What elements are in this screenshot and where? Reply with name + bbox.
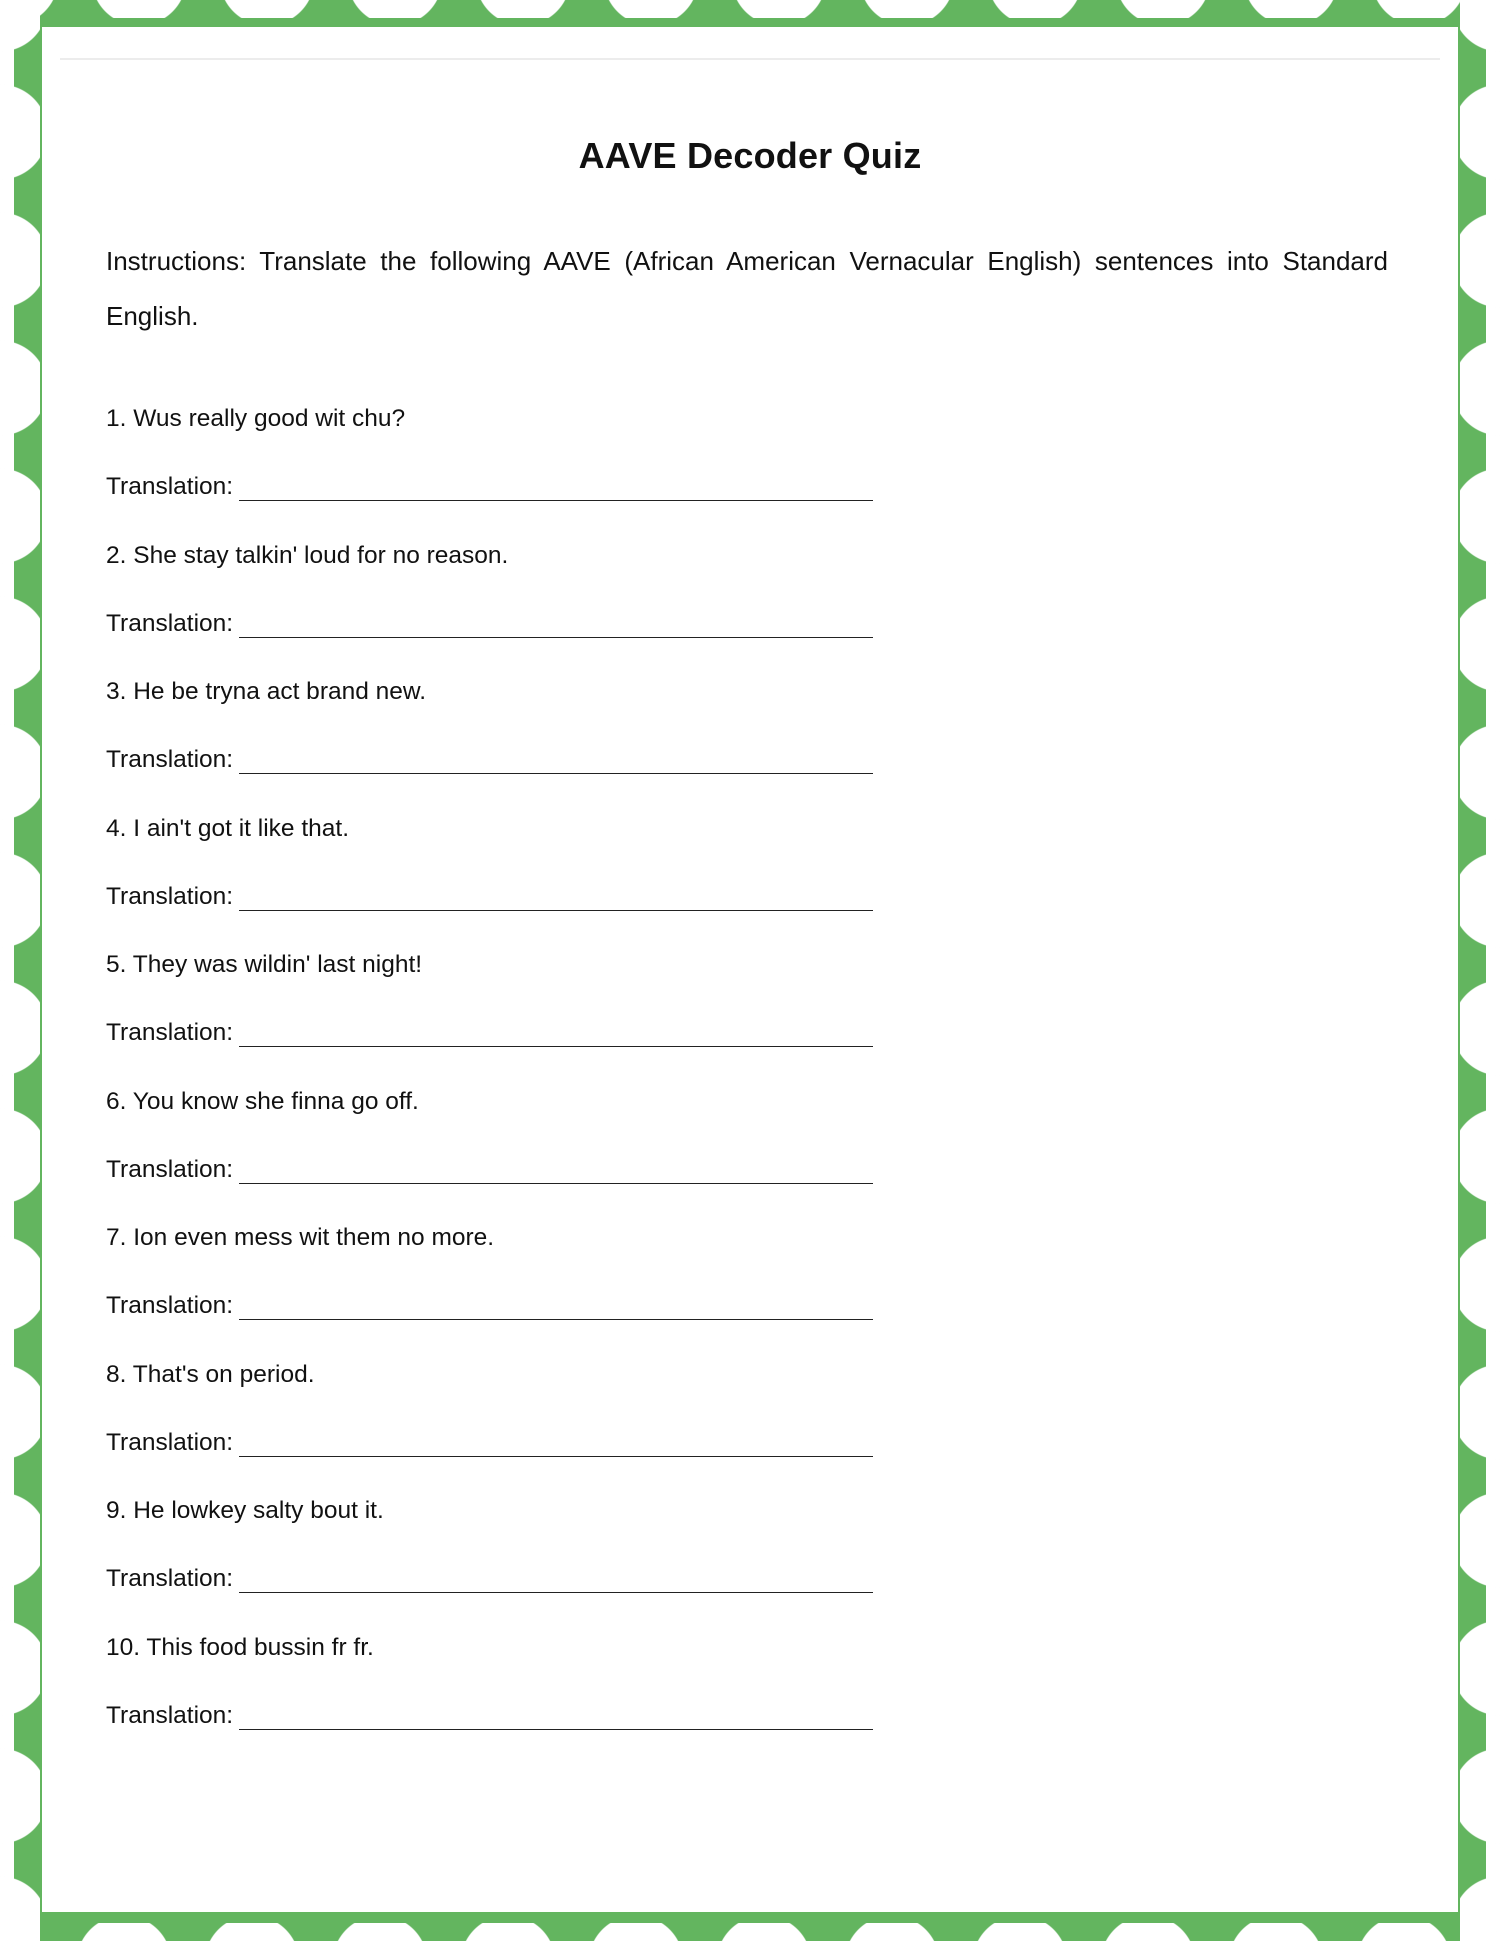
question-text: 2. She stay talkin' loud for no reason. bbox=[106, 541, 509, 569]
translation-row bbox=[106, 1156, 873, 1184]
answer-blank[interactable] bbox=[239, 1707, 873, 1730]
question-item bbox=[106, 1062, 1106, 1199]
question-text: 1. Wus really good wit chu? bbox=[106, 405, 406, 432]
header-divider bbox=[60, 58, 1440, 60]
answer-blank[interactable] bbox=[239, 888, 873, 911]
answer-blank[interactable] bbox=[239, 478, 873, 501]
question-text: 6. You know she finna go off. bbox=[106, 1087, 419, 1115]
question-item bbox=[106, 925, 1106, 1062]
answer-blank[interactable] bbox=[239, 1024, 873, 1047]
instructions-text: Instructions: Translate the following AAVE (African American Vernacular English) sentences into Standard English. bbox=[106, 246, 1388, 331]
translation-row bbox=[106, 473, 873, 501]
question-item bbox=[106, 652, 1106, 789]
question-text: 3. He be tryna act brand new. bbox=[106, 678, 427, 705]
question-item bbox=[106, 1335, 1106, 1472]
border-scallops-top bbox=[0, 0, 1500, 18]
question-item bbox=[106, 1198, 1106, 1335]
worksheet-page bbox=[42, 27, 1458, 1912]
translation-row bbox=[106, 1565, 873, 1593]
question-text: 5. They was wildin' last night! bbox=[106, 951, 423, 978]
translation-label: Translation: bbox=[106, 1292, 234, 1319]
translation-label: Translation: bbox=[106, 1428, 234, 1456]
question-text: 7. Ion even mess wit them no more. bbox=[106, 1224, 495, 1251]
border-scallops-bottom bbox=[0, 1923, 1500, 1941]
question-item bbox=[106, 1471, 1106, 1608]
page-title: AAVE Decoder Quiz bbox=[578, 135, 922, 176]
translation-label: Translation: bbox=[106, 1701, 234, 1729]
translation-label: Translation: bbox=[106, 1565, 234, 1592]
question-list bbox=[106, 379, 1106, 1744]
question-text: 8. That's on period. bbox=[106, 1360, 315, 1388]
answer-blank[interactable] bbox=[239, 751, 873, 774]
translation-label: Translation: bbox=[106, 609, 234, 637]
translation-row bbox=[106, 1292, 873, 1320]
translation-label: Translation: bbox=[106, 473, 234, 500]
question-item bbox=[106, 1608, 1106, 1745]
translation-row bbox=[106, 1702, 873, 1730]
question-item bbox=[106, 516, 1106, 653]
border-scallops-left bbox=[0, 0, 40, 1941]
translation-row bbox=[106, 1019, 873, 1047]
answer-blank[interactable] bbox=[239, 1161, 873, 1184]
translation-row bbox=[106, 1429, 873, 1457]
translation-label: Translation: bbox=[106, 1019, 234, 1046]
translation-row bbox=[106, 610, 873, 638]
border-scallops-right bbox=[1460, 0, 1500, 1941]
translation-label: Translation: bbox=[106, 1155, 234, 1183]
question-text: 10. This food bussin fr fr. bbox=[106, 1633, 374, 1661]
translation-row bbox=[106, 746, 873, 774]
question-item bbox=[106, 379, 1106, 516]
answer-blank[interactable] bbox=[239, 615, 873, 638]
question-text: 9. He lowkey salty bout it. bbox=[106, 1497, 384, 1524]
translation-row bbox=[106, 883, 873, 911]
question-text: 4. I ain't got it like that. bbox=[106, 814, 350, 842]
answer-blank[interactable] bbox=[239, 1434, 873, 1457]
answer-blank[interactable] bbox=[239, 1297, 873, 1320]
answer-blank[interactable] bbox=[239, 1570, 873, 1593]
translation-label: Translation: bbox=[106, 882, 234, 910]
question-item bbox=[106, 789, 1106, 926]
translation-label: Translation: bbox=[106, 746, 234, 773]
